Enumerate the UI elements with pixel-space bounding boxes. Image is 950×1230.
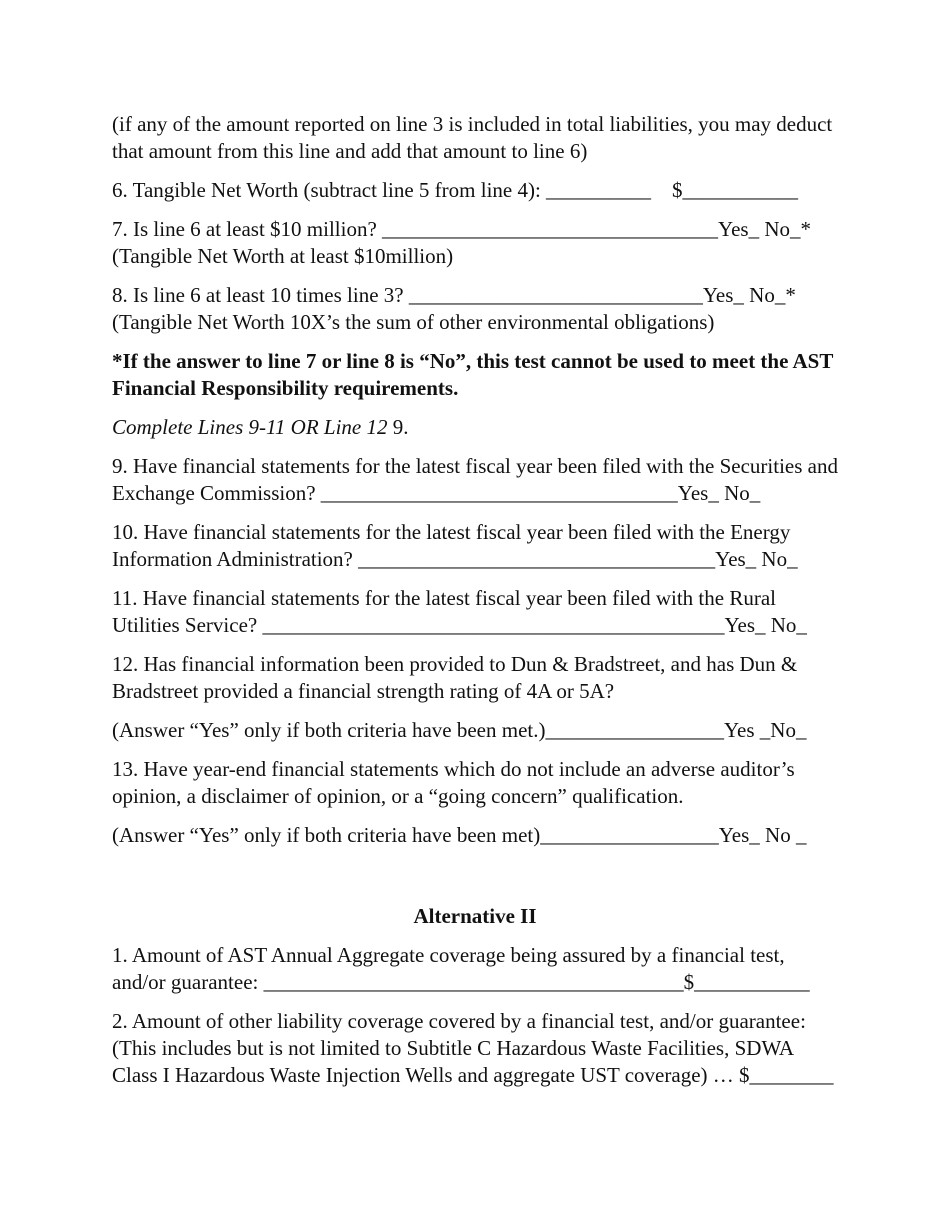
- line-10: 10. Have financial statements for the latest fiscal year been filed with the Energy Information Administration? __________________________________Yes_ No_: [112, 520, 798, 571]
- line-8-question: 8. Is line 6 at least 10 times line 3? ____________________________Yes_ No_*: [112, 283, 796, 307]
- line-11: 11. Have financial statements for the latest fiscal year been filed with the Rural Utilities Service? ____________________________________________Yes_ No_: [112, 586, 807, 637]
- line-9: 9. Have financial statements for the latest fiscal year been filed with the Securities and Exchange Commission? __________________________________Yes_ No_: [112, 454, 838, 505]
- line-8-note: (Tangible Net Worth 10X’s the sum of other environmental obligations): [112, 310, 715, 334]
- line-12: 12. Has financial information been provided to Dun & Bradstreet, and has Dun & Bradstreet provided a financial strength rating of 4A or 5A?: [112, 652, 798, 703]
- line-12-answer: (Answer “Yes” only if both criteria have been met.)_________________Yes _No_: [112, 718, 807, 742]
- document-page: [112, 111, 838, 1101]
- complete-lines-instruction: [112, 414, 838, 441]
- line-13: 13. Have year-end financial statements which do not include an adverse auditor’s opinion, a disclaimer of opinion, or a “going concern” qualification.: [112, 757, 795, 808]
- line-13-answer: (Answer “Yes” only if both criteria have been met)_________________Yes_ No _: [112, 823, 807, 847]
- alternative-heading: Alternative II: [413, 904, 537, 928]
- complete-lines-suffix: 9.: [387, 415, 409, 439]
- warning-text: *If the answer to line 7 or line 8 is “No”, this test cannot be used to meet the AST Financial Responsibility requirements.: [112, 349, 833, 400]
- alt-line-1: 1. Amount of AST Annual Aggregate coverage being assured by a financial test, and/or guarantee: ________________________________________$___________: [112, 943, 810, 994]
- alt-line-2: 2. Amount of other liability coverage covered by a financial test, and/or guarantee: (This includes but is not limited to Subtitle C Hazardous Waste Facilities, SDWA Class I Hazardous Waste Injection Wells and aggregate UST coverage) … $________: [112, 1009, 834, 1087]
- line-6: 6. Tangible Net Worth (subtract line 5 from line 4): __________ $___________: [112, 178, 799, 202]
- complete-lines-italic: Complete Lines 9-11 OR Line 12: [112, 415, 388, 439]
- intro-note: (if any of the amount reported on line 3 is included in total liabilities, you may deduct that amount from this line and add that amount to line 6): [112, 112, 833, 163]
- line-8: [112, 282, 838, 336]
- line-7: [112, 216, 838, 270]
- section-spacer: [112, 861, 838, 903]
- line-7-note: (Tangible Net Worth at least $10million): [112, 244, 454, 268]
- line-7-question: 7. Is line 6 at least $10 million? ________________________________Yes_ No_*: [112, 217, 812, 241]
